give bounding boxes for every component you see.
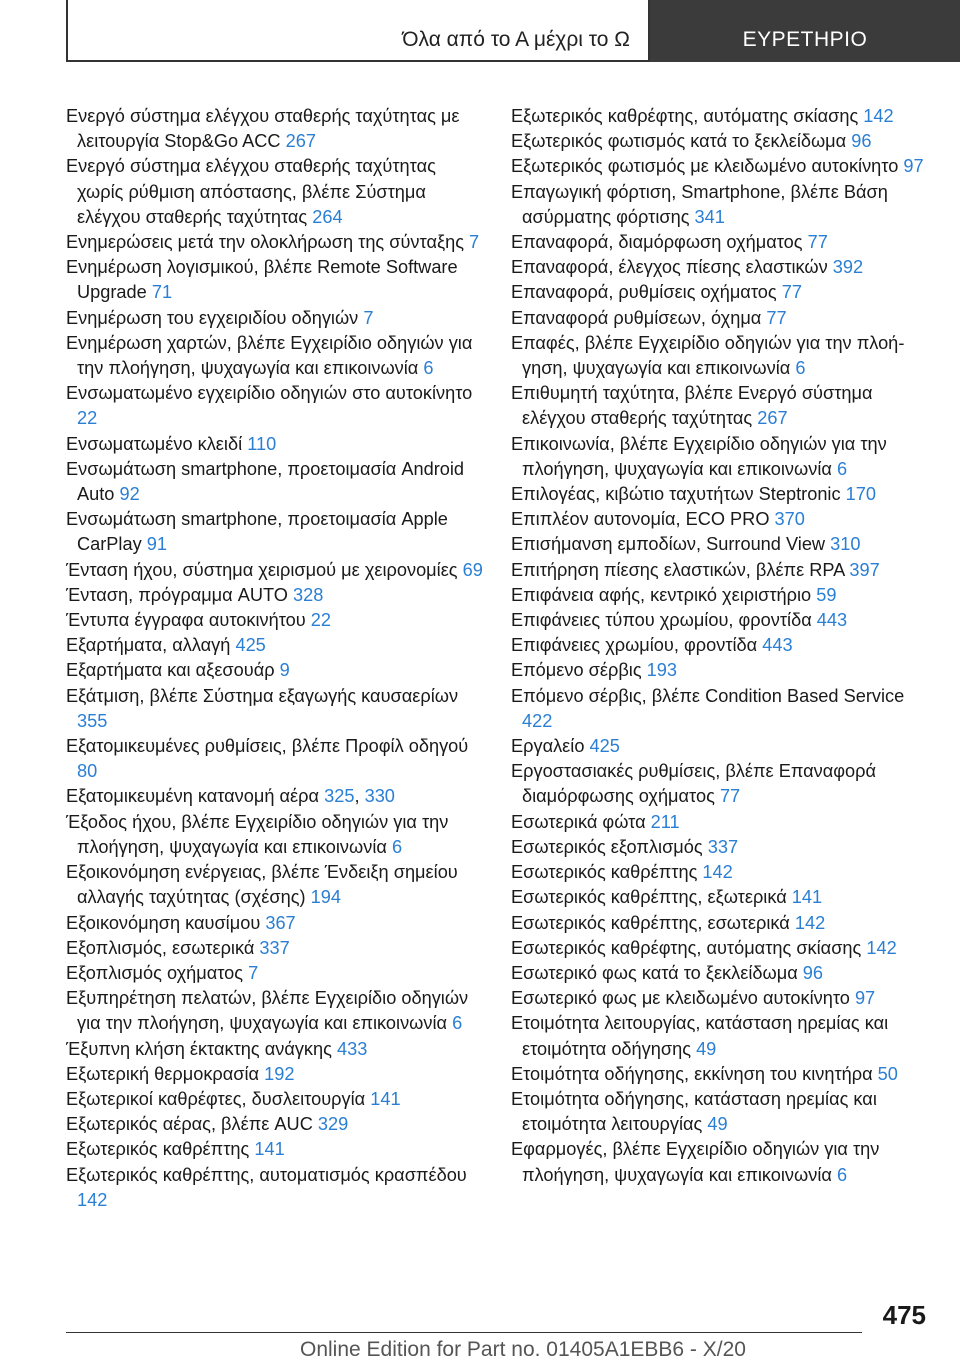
page-reference-link[interactable]: 194 xyxy=(310,887,341,908)
index-entry xyxy=(511,1062,931,1087)
index-entry xyxy=(66,507,486,557)
page-number: 475 xyxy=(882,1300,926,1330)
index-entry xyxy=(66,986,486,1036)
index-entry-term: Ενεργό σύστημα ελέγχου σταθερής ταχύτητας χωρίς ρύθμιση απόστασης, βλέπε Σύστημα ελέγχου σταθερής ταχύτητας xyxy=(66,156,436,227)
index-entry-term: Επιφάνειες τύπου χρωμίου, φροντίδα xyxy=(511,610,812,631)
page-reference-link[interactable]: 59 xyxy=(816,584,837,605)
index-entry xyxy=(66,810,486,860)
index-entry-term: Εξωτερικός φωτισμός κατά το ξεκλείδωμα xyxy=(511,131,847,152)
page-reference-link[interactable]: 7 xyxy=(248,962,259,983)
page-reference-link[interactable]: 367 xyxy=(265,912,296,933)
index-entry xyxy=(66,961,486,986)
index-entry xyxy=(511,860,931,885)
index-entry xyxy=(511,961,931,986)
index-entry-term: Επιπλέον αυτονομία, ECO PRO xyxy=(511,509,770,530)
index-entry xyxy=(511,1087,931,1137)
page-reference-link[interactable]: 337 xyxy=(259,937,290,958)
page-reference-link[interactable]: 92 xyxy=(119,484,140,505)
index-entry xyxy=(511,936,931,961)
index-entry xyxy=(66,432,486,457)
index-entry-term: Επιφάνεια αφής, κεντρικό χειριστήριο xyxy=(511,584,812,605)
page-reference-link[interactable]: 355 xyxy=(77,710,108,731)
page-reference-link[interactable]: 142 xyxy=(77,1189,108,1210)
index-entry-term: Εσωτερικός καθρέπτης, εσωτερικά xyxy=(511,912,790,933)
index-entry-term: Ενσωματωμένο κλειδί xyxy=(66,433,243,454)
index-column-left xyxy=(66,104,486,1213)
index-entry-term: Ενημέρωση χαρτών, βλέπε Εγχειρίδιο οδηγιών για την πλοήγηση, ψυχαγωγία και επικοινωνία xyxy=(66,332,473,379)
index-entry xyxy=(511,532,931,557)
page-reference-link[interactable]: 6 xyxy=(423,358,434,379)
index-entry xyxy=(511,658,931,683)
index-entry xyxy=(511,482,931,507)
page-reference-link[interactable]: 264 xyxy=(312,206,343,227)
index-entry xyxy=(66,457,486,507)
page-reference-link[interactable]: 6 xyxy=(452,1013,463,1034)
page-reference-link[interactable]: 328 xyxy=(293,584,324,605)
index-entry xyxy=(66,583,486,608)
index-entry xyxy=(511,986,931,1011)
index-entry-term: Επαγωγική φόρτιση, Smartphone, βλέπε Βάση ασύρματης φόρτισης xyxy=(511,181,888,227)
index-entry xyxy=(511,154,931,179)
index-entry-term: Εξωτερική θερμοκρασία xyxy=(66,1063,260,1084)
index-entry-term: Ενσωμάτωση smartphone, προετοιμασία Apple CarPlay xyxy=(66,509,448,555)
page-reference-link[interactable]: 110 xyxy=(247,433,277,454)
page-reference-link[interactable]: 7 xyxy=(363,307,374,328)
index-entry xyxy=(511,230,931,255)
page-reference-link[interactable]: 77 xyxy=(719,786,741,807)
page-reference-link[interactable]: 50 xyxy=(877,1063,898,1084)
page-reference-link[interactable]: 6 xyxy=(795,358,806,379)
page-reference-link[interactable]: 97 xyxy=(854,988,876,1009)
index-entry-term: Έξυπνη κλήση έκτακτης ανάγκης xyxy=(66,1038,332,1059)
page-reference-link[interactable]: 310 xyxy=(830,534,861,555)
index-entry-term: Επιθυμητή ταχύτητα, βλέπε Ενεργό σύστημα ελέγχου σταθερής ταχύτητας xyxy=(511,383,873,429)
index-entry-term: Εξωτερικοί καθρέφτες, δυσλειτουργία xyxy=(66,1088,366,1109)
index-entry xyxy=(511,558,931,583)
page-reference-link[interactable]: 9 xyxy=(279,660,290,681)
index-entry xyxy=(66,331,486,381)
index-entry-term: Εσωτερικός καθρέφτης, αυτόματης σκίασης xyxy=(511,937,862,958)
index-entry-term: Εξαρτήματα, αλλαγή xyxy=(66,635,231,656)
footer-text: Online Edition for Part no. 01405A1EBB6 - X/20 xyxy=(300,1338,746,1361)
page-reference-link[interactable]: 91 xyxy=(146,534,167,555)
index-entry xyxy=(66,104,486,154)
page-reference-link[interactable]: 97 xyxy=(903,156,924,177)
index-entry-term: Εργοστασιακές ρυθμίσεις, βλέπε Επαναφορά διαμόρφωσης οχήματος xyxy=(511,761,877,807)
index-entry xyxy=(66,255,486,305)
page-reference-link[interactable]: 69 xyxy=(462,559,483,580)
index-entry xyxy=(511,734,931,759)
page-reference-link[interactable]: 325 xyxy=(324,786,355,807)
index-entry-term: Εξωτερικός αέρας, βλέπε AUC xyxy=(66,1114,313,1135)
index-entry xyxy=(66,936,486,961)
index-entry: Εξατομικευμένη κατανομή αέρα 325, 330 xyxy=(66,786,395,807)
page-reference-link[interactable]: 425 xyxy=(589,736,620,757)
index-entry-term: Ενημέρωση του εγχειριδίου οδηγιών xyxy=(66,307,359,328)
index-entry-term: Εξοικονόμηση ενέργειας, βλέπε Ένδειξη σημείου αλλαγής ταχύτητας (σχέσης) xyxy=(66,862,458,908)
index-entry-term: Εξοπλισμός οχήματος xyxy=(66,962,244,983)
page-reference-link[interactable]: 71 xyxy=(151,282,173,303)
index-entry xyxy=(66,1087,486,1112)
page-reference-link[interactable]: 433 xyxy=(336,1038,368,1059)
index-entry xyxy=(66,684,486,734)
index-entry-term: Επιφάνειες χρωμίου, φροντίδα xyxy=(511,635,758,656)
page-reference-link[interactable]: 22 xyxy=(77,408,98,429)
page-reference-link[interactable]: 329 xyxy=(317,1114,349,1135)
index-entry xyxy=(66,734,486,784)
page-reference-link[interactable]: 96 xyxy=(851,131,872,152)
index-entry xyxy=(511,507,931,532)
index-entry xyxy=(511,381,931,431)
page-reference-link[interactable]: 77 xyxy=(766,307,787,328)
index-entry xyxy=(66,911,486,936)
footer-divider xyxy=(66,1332,862,1333)
page-reference-link[interactable]: 6 xyxy=(836,1164,848,1185)
page-reference-link[interactable]: 141 xyxy=(254,1139,285,1160)
index-entry xyxy=(66,1137,486,1162)
index-entry-term: Εξωτερικός φωτισμός με κλειδωμένο αυτοκίνητο xyxy=(511,156,899,177)
page-reference-link[interactable]: 370 xyxy=(774,509,805,530)
index-entry-term: Ετοιμότητα οδήγησης, κατάσταση ηρεμίας και ετοιμότητα λειτουργίας xyxy=(511,1088,877,1135)
index-entry-term: Έξοδος ήχου, βλέπε Εγχειρίδιο οδηγιών για την πλοήγηση, ψυχαγωγία και επικοινωνία xyxy=(66,811,449,857)
index-entry xyxy=(511,180,931,230)
index-entry-term: Επαφές, βλέπε Εγχειρίδιο οδηγιών για την πλοήγηση, ψυχαγωγία και επικοινωνία xyxy=(511,332,905,379)
index-entry-term: Εργαλείο xyxy=(511,736,585,757)
page-reference-link[interactable]: 267 xyxy=(285,131,316,152)
index-entry-term: Εξοικονόμηση καυσίμου xyxy=(66,912,261,933)
page-reference-link[interactable]: 141 xyxy=(791,887,823,908)
page-reference-link[interactable]: 337 xyxy=(707,836,739,857)
index-entry xyxy=(511,633,931,658)
page-reference-link[interactable]: 422 xyxy=(522,710,553,731)
index-entry xyxy=(511,129,931,154)
index-entry-term: Επιτήρηση πίεσης ελαστικών, βλέπε RPA xyxy=(511,559,845,580)
index-entry xyxy=(66,860,486,910)
page-reference-link[interactable]: 341 xyxy=(694,206,725,227)
index-entry xyxy=(66,1062,486,1087)
page-reference-link[interactable]: 7 xyxy=(469,232,480,253)
index-entry xyxy=(511,759,931,809)
page-header xyxy=(66,0,960,64)
section-tab xyxy=(66,0,650,62)
index-entry-term: Ενεργό σύστημα ελέγχου σταθερής ταχύτητας με λειτουργία Stop&Go ACC xyxy=(66,106,460,152)
index-entry-term: Ένταση ήχου, σύστημα χειρισμού με χειρονομίες xyxy=(66,559,458,580)
page-reference-link[interactable]: 96 xyxy=(802,962,824,983)
index-entry xyxy=(66,558,486,583)
index-entry xyxy=(511,608,931,633)
index-entry xyxy=(511,885,931,910)
index-entry xyxy=(66,1037,486,1062)
index-entry-term: Επικοινωνία, βλέπε Εγχειρίδιο οδηγιών για την πλοήγηση, ψυχαγωγία και επικοινωνία xyxy=(511,433,887,479)
index-entry xyxy=(511,104,931,129)
index-entry xyxy=(66,306,486,331)
page-reference-link[interactable]: 267 xyxy=(757,408,788,429)
page-reference-link[interactable]: 49 xyxy=(696,1038,717,1059)
page-reference-link[interactable]: 6 xyxy=(391,836,403,857)
index-entry-term: Επόμενο σέρβις, βλέπε Condition Based Service xyxy=(511,685,905,706)
index-entry-term: Εσωτερικό φως με κλειδωμένο αυτοκίνητο xyxy=(511,988,850,1009)
page-reference-link[interactable]: 443 xyxy=(762,635,793,656)
page-reference-link[interactable]: 397 xyxy=(849,559,880,580)
page-reference-link[interactable]: 141 xyxy=(370,1088,401,1109)
page-reference-link[interactable]: 170 xyxy=(845,484,876,505)
page-reference-link[interactable]: 211 xyxy=(650,811,680,832)
index-entry-term: Ετοιμότητα οδήγησης, εκκίνηση του κινητήρα xyxy=(511,1063,873,1084)
index-entry-term: Εξατομικευμένες ρυθμίσεις, βλέπε Προφίλ οδηγού xyxy=(66,736,469,757)
page-reference-link[interactable]: 49 xyxy=(707,1114,728,1135)
index-entry-term: Εσωτερικά φώτα xyxy=(511,811,646,832)
page-reference-link[interactable]: 142 xyxy=(866,937,897,958)
index-tab[interactable] xyxy=(650,0,960,62)
page-reference-link[interactable]: 330 xyxy=(364,786,395,807)
index-entry-term: Εξοπλισμός, εσωτερικά xyxy=(66,937,255,958)
page-reference-link[interactable]: 142 xyxy=(702,862,733,883)
index-entry-term: Έντυπα έγγραφα αυτοκινήτου xyxy=(66,610,306,631)
index-entry-term: Εξωτερικός καθρέπτης, αυτοματισμός κρασπέδου xyxy=(66,1164,467,1185)
index-entry xyxy=(511,255,931,280)
index-entry xyxy=(66,658,486,683)
index-entry xyxy=(511,684,931,734)
index-entry xyxy=(511,432,931,482)
page-reference-link[interactable]: 80 xyxy=(77,761,98,782)
index-entry xyxy=(511,331,931,381)
page-reference-link[interactable]: 193 xyxy=(646,660,678,681)
index-entry-term: Επισήμανση εμποδίων, Surround View xyxy=(511,534,826,555)
index-entry xyxy=(511,810,931,835)
page-reference-link[interactable]: 142 xyxy=(863,106,894,126)
index-entry xyxy=(511,306,931,331)
index-entry-term: Ενσωμάτωση smartphone, προετοιμασία Android Auto xyxy=(66,458,465,505)
index-entry xyxy=(66,154,486,230)
index-entry-term: Εξάτμιση, βλέπε Σύστημα εξαγωγής καυσαερίων xyxy=(66,685,459,706)
index-entry-term: Εσωτερικός εξοπλισμός xyxy=(511,836,703,857)
index-entry xyxy=(511,1137,931,1187)
index-entry-term: Επαναφορά, ρυθμίσεις οχήματος xyxy=(511,282,777,303)
index-entry-term: Ενημέρωση λογισμικού, βλέπε Remote Software Upgrade xyxy=(66,257,458,303)
index-entry-term: Εξαρτήματα και αξεσουάρ xyxy=(66,660,275,681)
index-entry-term: Επόμενο σέρβις xyxy=(511,660,642,681)
page-reference-link[interactable]: 22 xyxy=(310,610,331,631)
page-reference-link[interactable]: 142 xyxy=(794,912,826,933)
index-entry xyxy=(66,608,486,633)
index-tab-label: ΕΥΡΕΤΗΡΙΟ xyxy=(742,28,868,51)
index-entry xyxy=(511,280,931,305)
index-entry-term: Εξυπηρέτηση πελατών, βλέπε Εγχειρίδιο οδηγιών για την πλοήγηση, ψυχαγωγία και επικοινωνία xyxy=(66,988,469,1034)
index-entry-term: Επαναφορά ρυθμίσεων, όχημα xyxy=(511,307,762,328)
index-entry-term: Εξατομικευμένη κατανομή αέρα xyxy=(66,786,320,807)
index-entry xyxy=(511,835,931,860)
page-reference-link[interactable]: 77 xyxy=(781,282,802,303)
index-entry-term: Εσωτερικός καθρέπτης, εξωτερικά xyxy=(511,887,787,908)
page-reference-link[interactable]: 77 xyxy=(807,232,828,253)
index-entry-term: Εσωτερικό φως κατά το ξεκλείδωμα xyxy=(511,962,798,983)
index-entry-term: Επαναφορά, διαμόρφωση οχήματος xyxy=(511,232,803,253)
page-reference-link[interactable]: 443 xyxy=(816,610,848,631)
page-reference-link[interactable]: 392 xyxy=(832,257,864,278)
index-entry xyxy=(66,230,486,255)
index-entry-term: Εσωτερικός καθρέπτης xyxy=(511,862,698,883)
index-entry xyxy=(66,1112,486,1137)
index-entry-term: Εξωτερικός καθρέπτης xyxy=(66,1139,250,1160)
index-entry xyxy=(511,1011,931,1061)
index-entry xyxy=(511,911,931,936)
index-entry-term: Εξωτερικός καθρέφτης, αυτόματης σκίασης xyxy=(511,106,859,126)
index-entry xyxy=(66,633,486,658)
index-entry-term: Ενσωματωμένο εγχειρίδιο οδηγιών στο αυτοκίνητο xyxy=(66,383,473,404)
index-entry-term: Εφαρμογές, βλέπε Εγχειρίδιο οδηγιών για την πλοήγηση, ψυχαγωγία και επικοινωνία xyxy=(511,1139,880,1185)
page-reference-link[interactable]: 425 xyxy=(235,635,266,656)
section-title: Όλα από το Α μέχρι το Ω xyxy=(402,28,630,51)
page-reference-link[interactable]: 192 xyxy=(264,1063,295,1084)
index-entry-term: Επαναφορά, έλεγχος πίεσης ελαστικών xyxy=(511,257,828,278)
index-entry-term: Ετοιμότητα λειτουργίας, κατάσταση ηρεμίας και ετοιμότητα οδήγησης xyxy=(511,1013,889,1059)
index-entry-term: Ενημερώσεις μετά την ολοκλήρωση της σύνταξης xyxy=(66,232,464,253)
index-entry xyxy=(66,381,486,431)
index-column-right xyxy=(511,104,931,1188)
index-entry xyxy=(66,1163,486,1213)
index-entry xyxy=(511,583,931,608)
page-reference-link[interactable]: 6 xyxy=(836,458,848,479)
index-entry-term: Επιλογέας, κιβώτιο ταχυτήτων Steptronic xyxy=(511,484,841,505)
index-entry-term: Ένταση, πρόγραμμα AUTO xyxy=(66,584,288,605)
